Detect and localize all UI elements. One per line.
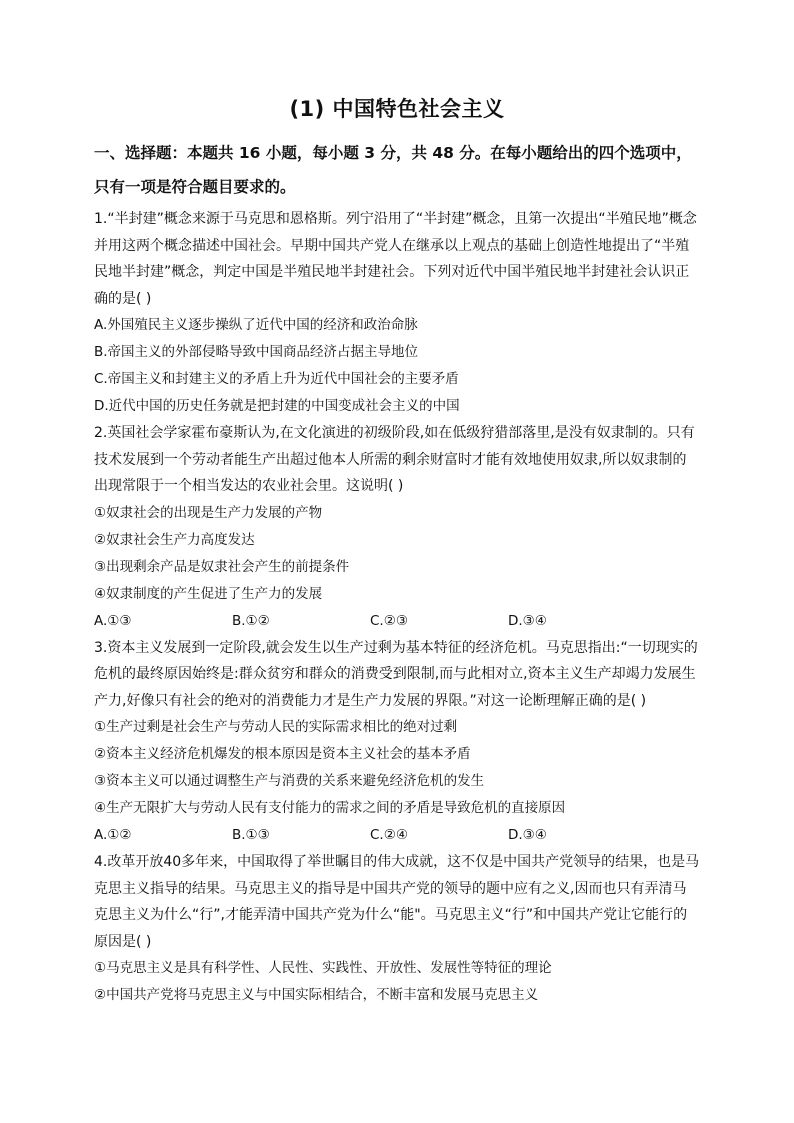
question-3-statement-1: ①生产过剩是社会生产与劳动人民的实际需求相比的绝对过剩 [94,719,458,735]
question-3-choice-d: D.③④ [508,827,547,843]
question-4-statement-1: ①马克思主义是具有科学性、人民性、实践性、开放性、发展性等特征的理论 [94,960,552,976]
question-3-choice-b: B.①③ [232,827,270,843]
question-2-stem: 2.英国社会学家霍布豪斯认为,在文化演进的初级阶段,如在低级狩猎部落里,是没有奴隶制的。只有技术发展到一个劳动者能生产出超过他本人所需的剩余财富时才能有效地使用奴隶,所以奴隶制的出现常限于一个相当发达的农业社会里。这说明( ) [94,425,695,494]
question-2-choice-b: B.①② [232,612,270,629]
question-2-statement-2: ②奴隶社会生产力高度发达 [94,531,255,548]
question-1-option-a: A.外国殖民主义逐步操纵了近代中国的经济和政治命脉 [94,317,418,333]
question-3-choices [94,822,700,849]
question-1 [94,206,700,420]
question-1-option-d: D.近代中国的历史任务就是把封建的中国变成社会主义的中国 [94,398,460,414]
question-1-stem: 1.“半封建”概念来源于马克思和恩格斯。列宁沿用了“半封建”概念，且第一次提出“半殖民地”概念并用这两个概念描述中国社会。早期中国共产党人在继承以上观点的基础上创造性地提出了“半殖民地半封建”概念，判定中国是半殖民地半封建社会。下列对近代中国半殖民地半封建社会认识正确的是( ) [94,211,697,307]
question-3-statement-3: ③资本主义可以通过调整生产与消费的关系来避免经济危机的发生 [94,773,485,789]
question-2 [94,420,700,635]
question-3-choice-c: C.②④ [370,827,408,843]
question-2-choices [94,608,700,635]
question-3-statement-4: ④生产无限扩大与劳动人民有支付能力的需求之间的矛盾是导致危机的直接原因 [94,800,566,816]
question-3 [94,635,700,850]
question-3-choice-a: A.①② [94,827,132,843]
page-title: (1) 中国特色社会主义 [289,97,505,121]
section-heading [94,138,700,202]
question-2-statement-1: ①奴隶社会的出现是生产力发展的产物 [94,504,323,521]
question-2-choice-a: A.①③ [94,612,132,629]
section-heading-line-2: 只有一项是符合题目要求的。 [94,178,296,196]
question-1-option-c: C.帝国主义和封建主义的矛盾上升为近代中国社会的主要矛盾 [94,371,459,387]
section-heading-line-1: 一、选择题：本题共 16 小题，每小题 3 分，共 48 分。在每小题给出的四个选项中， [94,144,692,162]
question-2-statement-4: ④奴隶制度的产生促进了生产力的发展 [94,585,323,602]
question-2-statement-3: ③出现剩余产品是奴隶社会产生的前提条件 [94,558,350,575]
question-1-option-b: B.帝国主义的外部侵略导致中国商品经济占据主导地位 [94,344,419,360]
question-3-statement-2: ②资本主义经济危机爆发的根本原因是资本主义社会的基本矛盾 [94,746,471,762]
question-2-choice-c: C.②③ [370,612,408,629]
question-4-stem: 4.改革开放40多年来，中国取得了举世瞩目的伟大成就，这不仅是中国共产党领导的结果，也是马克思主义指导的结果。马克思主义的指导是中国共产党的领导的题中应有之义,因而也只有弄清马克思主义为什么“行”,才能弄清中国共产党为什么“能"。马克思主义“行”和中国共产党让它能行的原因是( ) [94,854,700,950]
question-4 [94,849,700,1009]
question-4-statement-2: ②中国共产党将马克思主义与中国实际相结合，不断丰富和发展马克思主义 [94,987,539,1003]
question-2-choice-d: D.③④ [508,612,547,629]
question-3-stem: 3.资本主义发展到一定阶段,就会发生以生产过剩为基本特征的经济危机。马克思指出:“一切现实的危机的最终原因始终是:群众贫穷和群众的消费受到限制,而与此相对立,资本主义生产却竭力发展生产力,好像只有社会的绝对的消费能力才是生产力发展的界限。”对这一论断理解正确的是( ) [94,639,698,709]
